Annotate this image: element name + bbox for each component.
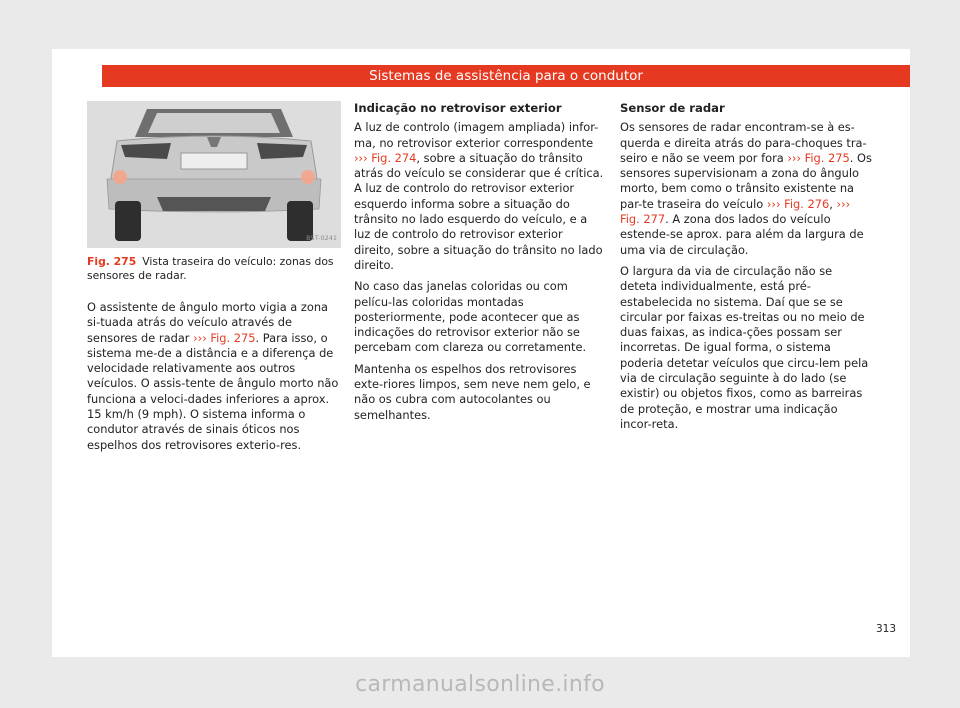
text: A luz de controlo (imagem ampliada) infor-ma, no retrovisor exterior correspondente (354, 120, 599, 150)
text: O assistente de ângulo morto vigia a zona si-tuada atrás do veículo através de sensores de radar (87, 300, 329, 345)
watermark: carmanualsonline.info (355, 672, 605, 697)
column-middle (354, 101, 606, 429)
text: , (829, 196, 837, 211)
figure-reference-link[interactable]: ››› Fig. 275 (787, 150, 850, 165)
text: , sobre a situação do trânsito atrás do veículo se considerar que é crítica. A luz de controlo do retrovisor exterior esquerdo informa sobre a situação do trânsito no lado esquerdo do veículo, e a luz de controlo do retrovisor exterior direito, sobre a situação do trânsito no lado direito. (354, 150, 604, 272)
page-number: 313 (875, 623, 896, 635)
section-heading: Indicação no retrovisor exterior (354, 101, 562, 115)
figure-reference-link[interactable]: ››› Fig. 276 (766, 196, 830, 211)
column-right (620, 101, 872, 438)
text: . Para isso, o sistema me-de a distância e a diferença de velocidade relativamente aos outros veículos. O assis-tente de ângulo morto não funciona a veloci-dades inferiores a aprox. 15 km/h (9 mph). O sistema informa o condutor através de sinais óticos nos espelhos dos retrovisores exterio-res. (87, 330, 339, 452)
figure-reference-link[interactable]: ››› Fig. 274 (354, 150, 417, 165)
paragraph (354, 120, 606, 273)
caption-text: Vista traseira do veículo: zonas dos sensores de radar. (87, 255, 334, 282)
paragraph: No caso das janelas coloridas ou com pelícu-las coloridas montadas posteriormente, pode acontecer que as indicações do retrovisor exterior não se percebam com clareza ou corretamente. (354, 279, 587, 355)
column-left-body (87, 300, 341, 453)
text: . A zona dos lados do veículo estende-se aprox. para além da largura de uma via de circulação. (620, 212, 864, 257)
figure-code: B5T-0241 (306, 233, 337, 242)
figure-reference-link[interactable]: ››› Fig. 277 (620, 196, 851, 227)
paragraph: O largura da via de circulação não se deteta individualmente, está pré-estabelecida no sistema. Daí que se se circular por faixas es-treitas ou no meio de duas faixas, as indica-ções possam ser incorretas. De igual forma, o sistema poderia detetar veículos que circu-lem pela via de circulação seguinte à do lado (se existir) ou objetos fixos, como as barreiras de proteção, e mostrar uma indicação incor-reta. (620, 263, 869, 431)
text: . Os sensores supervisionam a zona do ângulo morto, bem como o trânsito existente na par-te traseira do veículo (620, 150, 872, 211)
figure-caption (87, 255, 341, 282)
paragraph (620, 120, 872, 258)
section-header: Sistemas de assistência para o condutor (102, 65, 910, 87)
section-heading: Sensor de radar (620, 101, 725, 115)
column-left (87, 101, 341, 459)
figure-reference-link[interactable]: ››› Fig. 275 (193, 330, 256, 345)
figure-vehicle-rear (87, 101, 341, 248)
paragraph: Mantenha os espelhos dos retrovisores exte-riores limpos, sem neve nem gelo, e não os cubra com autocolantes ou semelhantes. (354, 361, 591, 422)
manual-page (52, 49, 910, 657)
paragraph (87, 300, 341, 453)
figure-label: Fig. 275 (87, 255, 137, 268)
vehicle-rear-illustration (87, 101, 341, 248)
text: Os sensores de radar encontram-se à es-querda e direita atrás do para-choques tra-seiro e não se veem por fora (620, 120, 867, 165)
